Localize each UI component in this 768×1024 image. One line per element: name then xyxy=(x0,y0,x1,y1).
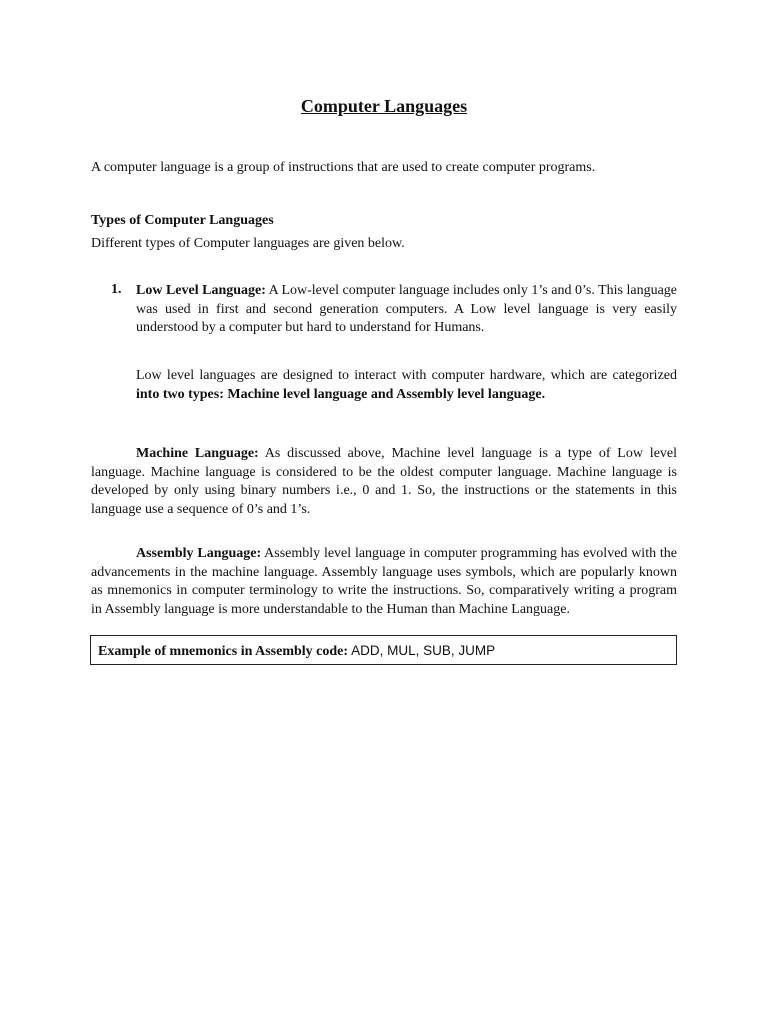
machine-language-label: Machine Language: xyxy=(136,446,259,461)
assembly-language-paragraph xyxy=(91,545,677,619)
low-level-types-bold: into two types: Machine level language and Assembly level language. xyxy=(136,386,546,402)
page-title: Computer Languages xyxy=(300,96,468,116)
assembly-language-text: Assembly level language in computer programming has evolved with the advancements in the machine language. Assembly language uses symbols, which are popularly known as mnemonics in computer terminology to write the instructions. So, comparatively writing a program in Assembly language is more understandable to the Human than Machine Language. xyxy=(91,546,677,617)
example-box xyxy=(90,635,677,665)
types-heading: Types of Computer Languages xyxy=(91,213,274,228)
intro-paragraph: A computer language is a group of instructions that are used to create computer programs. xyxy=(91,160,596,175)
machine-language-text: As discussed above, Machine level language is a type of Low level language. Machine language is considered to be the oldest computer language. Machine language is developed by only using binary numbers i.e., 0 and 1. So, the instructions or the statements in this language use a sequence of 0’s and 1’s. xyxy=(91,446,678,517)
example-label: Example of mnemonics in Assembly code: xyxy=(98,644,349,659)
example-value: ADD, MUL, SUB, JUMP xyxy=(348,643,496,658)
low-level-types-text: Low level languages are designed to interact with computer hardware, which are categorized xyxy=(136,368,677,383)
low-level-text: A Low-level computer language includes only 1’s and 0’s. This language was used in first and second generation computers. A Low level language is very easily understood by a computer but hard to understand for Humans. xyxy=(136,283,677,335)
low-level-paragraph xyxy=(136,282,677,338)
list-number: 1. xyxy=(111,282,122,297)
types-subtitle: Different types of Computer languages are given below. xyxy=(91,236,405,251)
assembly-language-label: Assembly Language: xyxy=(136,546,262,561)
machine-language-paragraph xyxy=(91,445,677,519)
low-level-types-paragraph xyxy=(136,367,677,404)
low-level-label: Low Level Language: xyxy=(136,283,266,298)
